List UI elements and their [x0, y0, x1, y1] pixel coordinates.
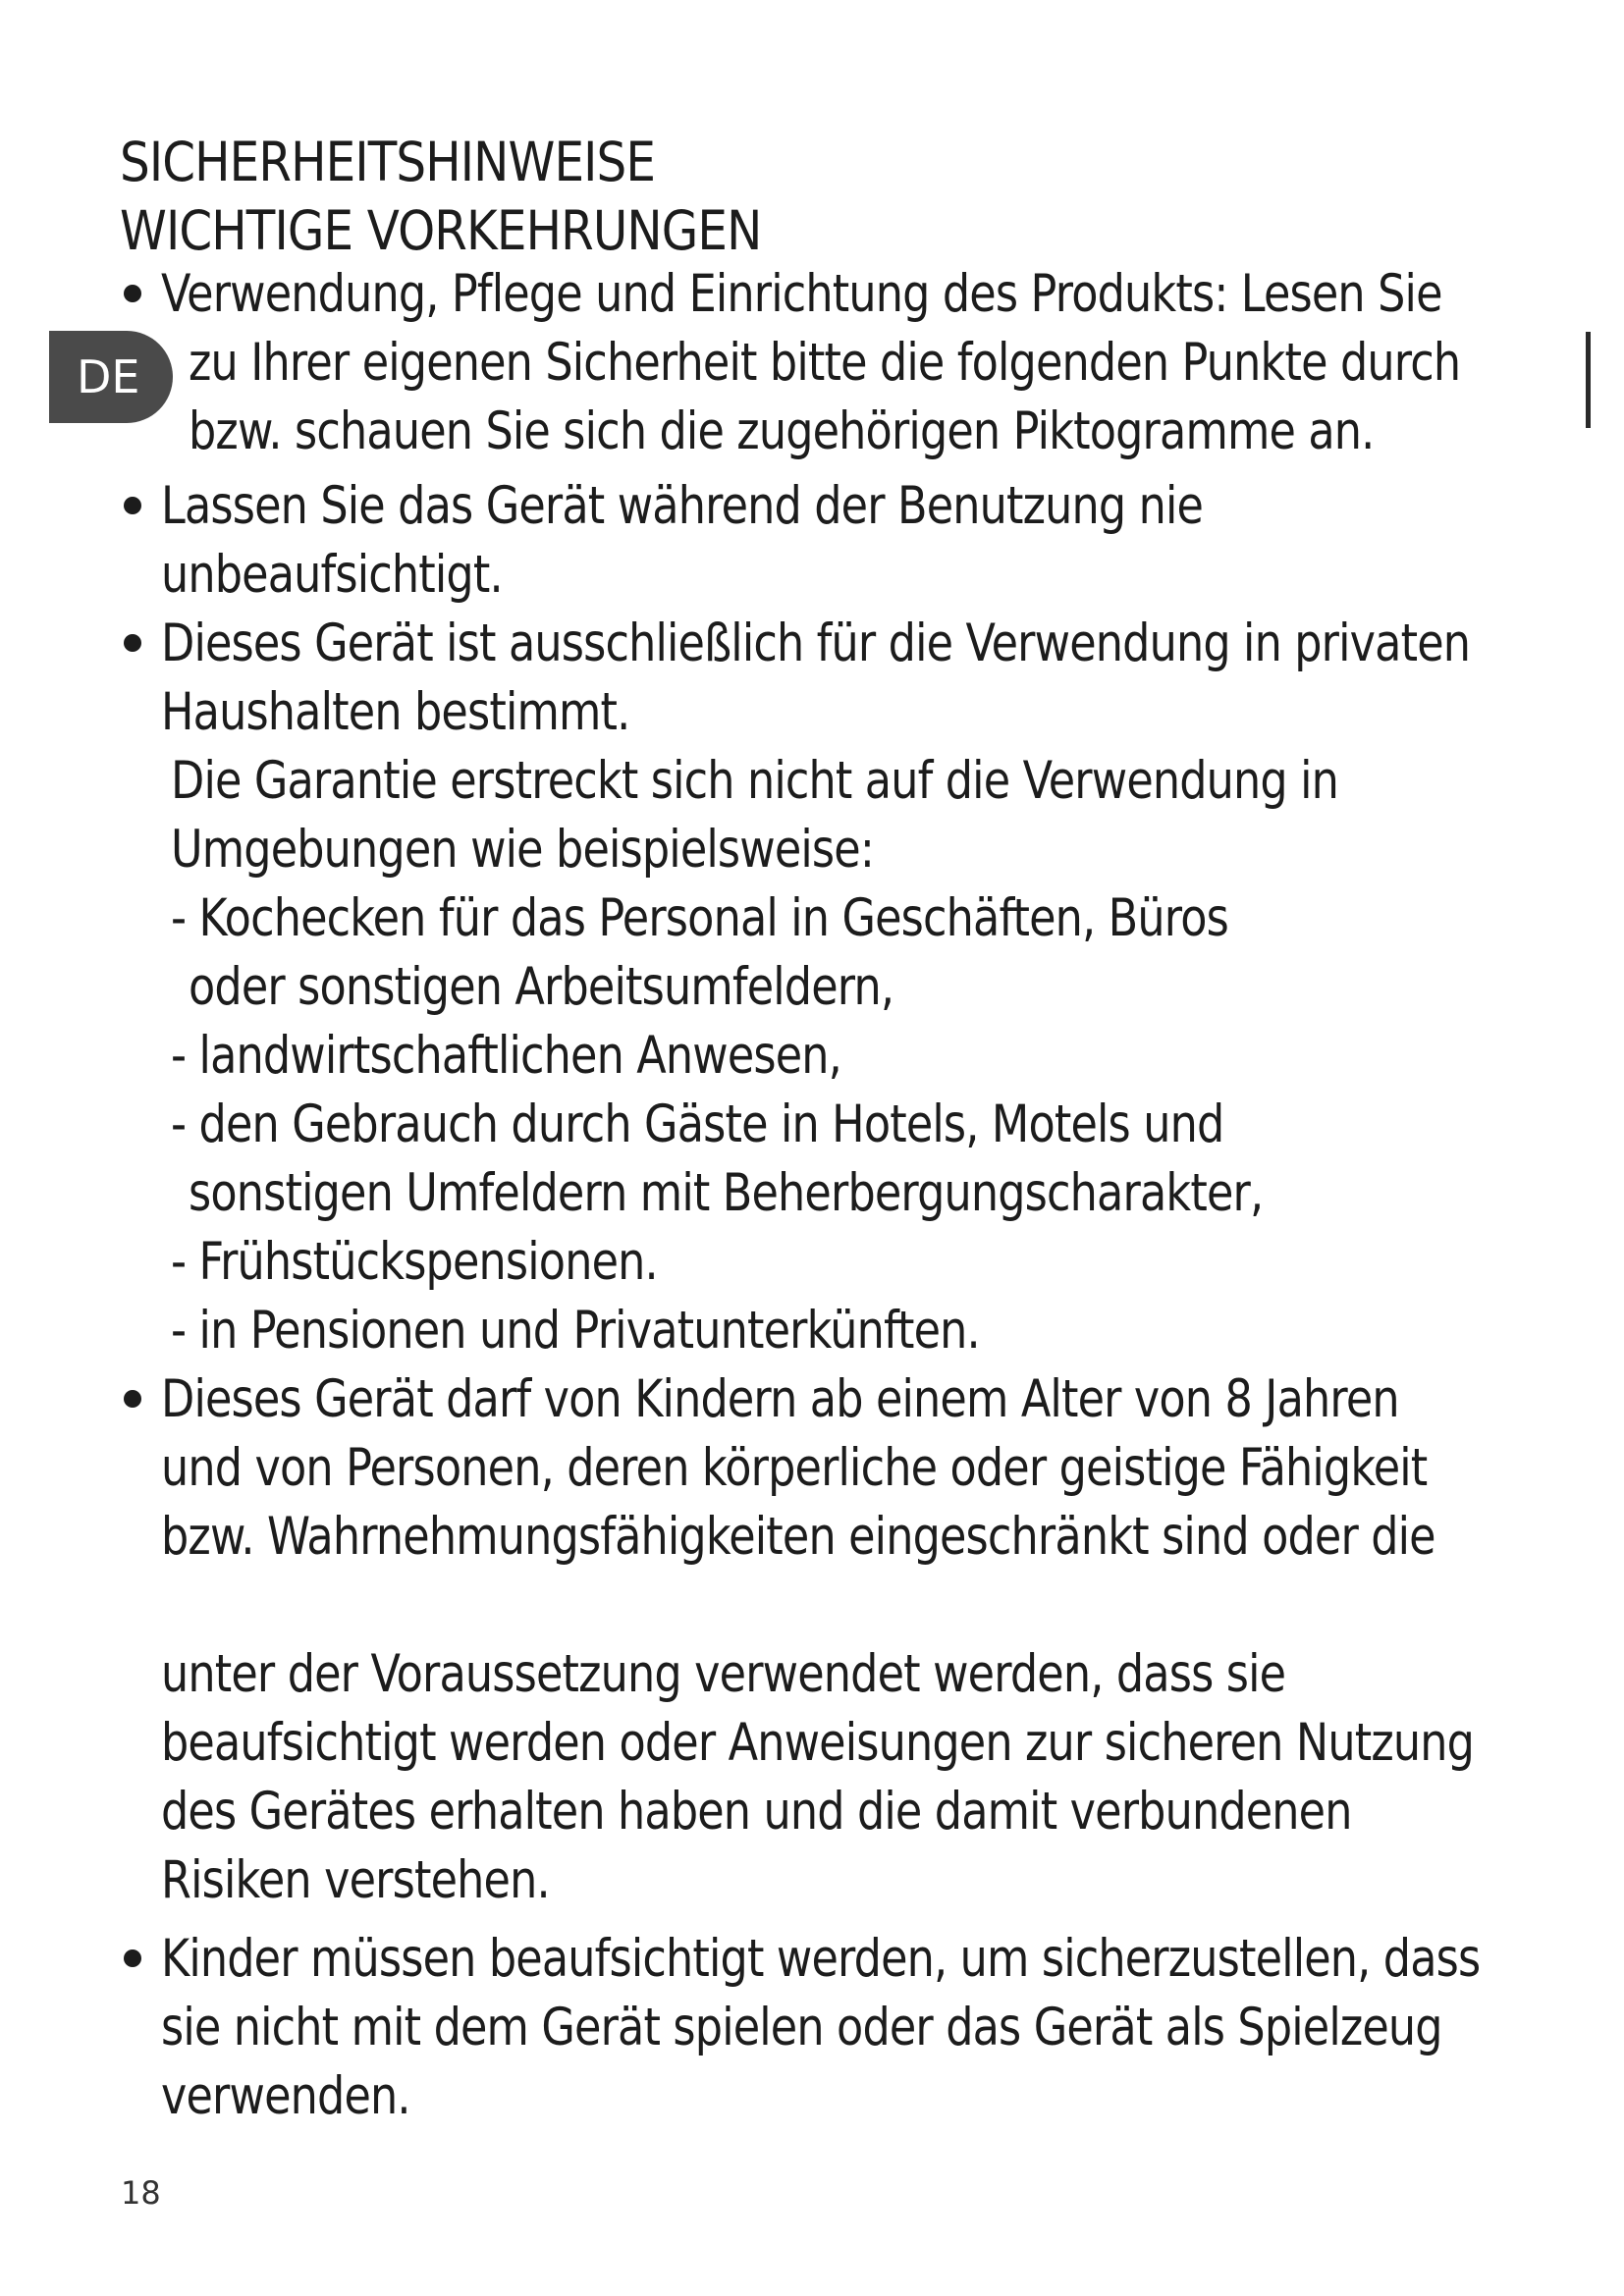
guarantee-line1: Die Garantie erstreckt sich nicht auf die Verwendung in [171, 751, 1339, 811]
bullet5-line2: sie nicht mit dem Gerät spielen oder das Gerät als Spielzeug [161, 1998, 1442, 2057]
bullet1-line2: zu Ihrer eigenen Sicherheit bitte die folgenden Punkte durch [189, 333, 1461, 393]
bullet-marker [124, 497, 141, 514]
bullet4-line1: Dieses Gerät darf von Kindern ab einem Alter von 8 Jahren [161, 1369, 1399, 1429]
bullet1-line3: bzw. schauen Sie sich die zugehörigen Piktogramme an. [189, 401, 1375, 461]
change-bar [1586, 332, 1591, 428]
bullet4-line2: und von Personen, deren körperliche oder geistige Fähigkeit [161, 1438, 1428, 1498]
dash-item: - landwirtschaftlichen Anwesen, [171, 1026, 841, 1086]
bullet4-line5: beaufsichtigt werden oder Anweisungen zur sicheren Nutzung [161, 1713, 1475, 1773]
bullet4-line3: bzw. Wahrnehmungsfähigkeiten eingeschränkt sind oder die [161, 1507, 1435, 1567]
language-tab-label: DE [77, 350, 140, 403]
dash-item-continuation: oder sonstigen Arbeitsumfeldern, [189, 957, 894, 1017]
bullet3-line2: Haushalten bestimmt. [161, 682, 630, 742]
page-number: 18 [121, 2174, 161, 2212]
bullet5-line3: verwenden. [161, 2066, 410, 2126]
bullet1-line1: Verwendung, Pflege und Einrichtung des Produkts: Lesen Sie [161, 264, 1442, 324]
dash-item: - in Pensionen und Privatunterkünften. [171, 1301, 980, 1361]
bullet-marker [124, 1390, 141, 1408]
bullet4-line4: unter der Voraussetzung verwendet werden, dass sie [161, 1644, 1286, 1704]
bullet-marker [124, 285, 141, 302]
dash-item: - den Gebrauch durch Gäste in Hotels, Motels und [171, 1095, 1224, 1154]
bullet-marker [124, 1949, 141, 1967]
dash-item: - Kochecken für das Personal in Geschäften, Büros [171, 888, 1228, 948]
dash-item: - Frühstückspensionen. [171, 1232, 658, 1292]
bullet4-line6: des Gerätes erhalten haben und die damit verbundenen [161, 1782, 1352, 1842]
heading-precautions: WICHTIGE VORKEHRUNGEN [120, 199, 762, 262]
heading-safety: SICHERHEITSHINWEISE [120, 131, 656, 193]
guarantee-line2: Umgebungen wie beispielsweise: [171, 820, 874, 880]
bullet2-line2: unbeaufsichtigt. [161, 545, 503, 605]
bullet-marker [124, 634, 141, 652]
bullet2-line1: Lassen Sie das Gerät während der Benutzung nie [161, 476, 1204, 536]
bullet4-line7: Risiken verstehen. [161, 1850, 550, 1910]
dash-item-continuation: sonstigen Umfeldern mit Beherbergungscharakter, [189, 1163, 1264, 1223]
bullet5-line1: Kinder müssen beaufsichtigt werden, um sicherzustellen, dass [161, 1929, 1481, 1989]
bullet3-line1: Dieses Gerät ist ausschließlich für die Verwendung in privaten [161, 614, 1471, 673]
language-tab [49, 331, 173, 423]
